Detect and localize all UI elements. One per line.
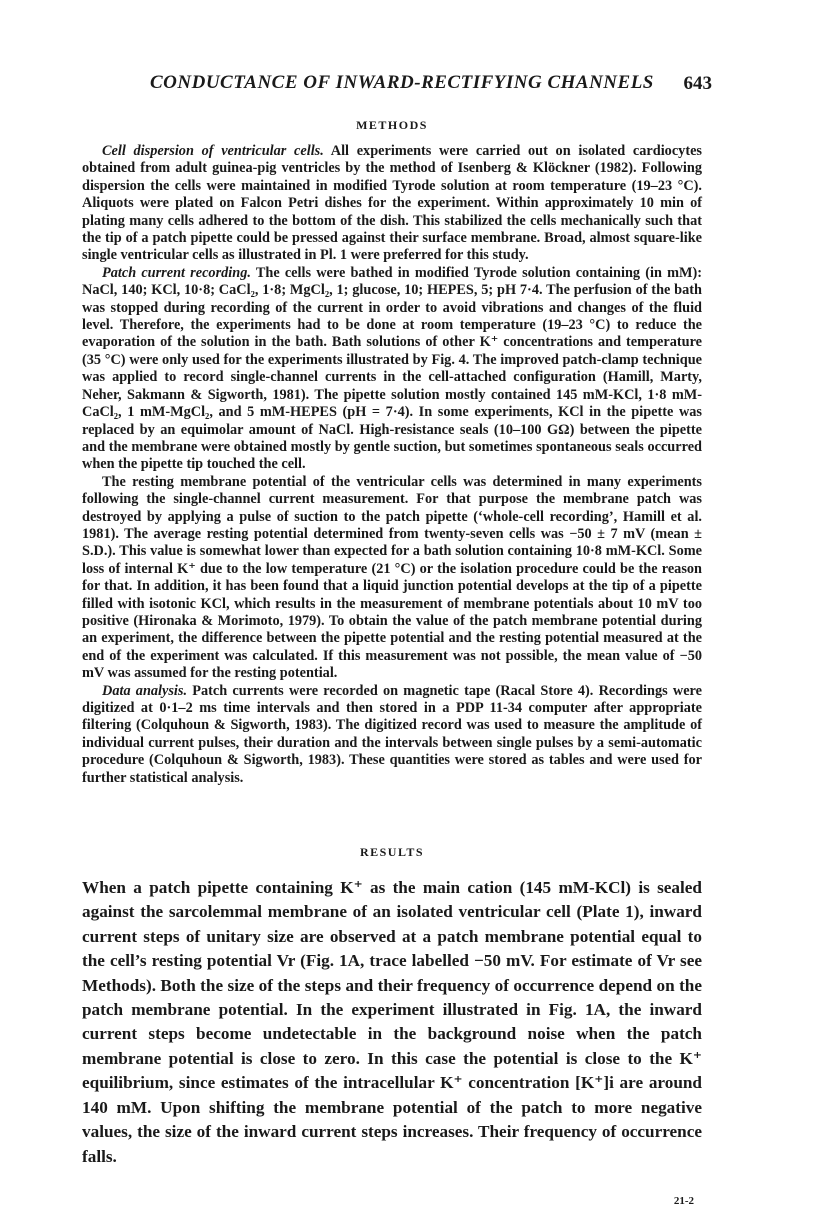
page bbox=[82, 70, 712, 1207]
paragraph-label: Patch current recording. bbox=[102, 264, 251, 281]
methods-paragraph-resting-potential bbox=[82, 474, 702, 683]
paragraph-text: Patch currents were recorded on magnetic tape (Racal Store 4). Recordings were digitized at 0·1–2 ms time intervals and then stored in a PDP 11-34 computer after appropriate filtering (Colquhoun & Sigworth, 1983). The digitized record was used to measure the amplitude of individual current pulses, their duration and the intervals between single pulses by a semi-automatic procedure (Colquhoun & Sigworth, 1983). These quantities were stored as tables and were used for further statistical analysis. bbox=[82, 682, 702, 786]
paragraph-text: The resting membrane potential of the ventricular cells was determined in many experiments following the single-channel current measurement. For that purpose the membrane patch was destroyed by applying a pulse of suction to the patch pipette (‘whole-cell recording’, Hamill et al. 1981). The average resting potential determined from twenty-seven cells was −50 ± 7 mV (mean ± S.D.). This value is somewhat lower than expected for a bath solution containing 10·8 mM-KCl. Some loss of internal K⁺ due to the low temperature (21 °C) or the isolation procedure could be the reason for that. In addition, it has been found that a liquid junction potential develops at the tip of a pipette filled with isotonic KCl, which results in the measurement of membrane potentials about 10 mV too positive (Hironaka & Morimoto, 1979). To obtain the value of the patch membrane potential during an experiment, the difference between the pipette potential and the resting potential measured at the end of the experiment was calculated. If this measurement was not possible, the mean value of −50 mV was assumed for the resting potential. bbox=[82, 473, 702, 682]
paragraph-text: All experiments were carried out on isolated cardiocytes obtained from adult guinea-pig ventricles by the method of Isenberg & Klöckner (1982). Following dispersion the cells were maintained in modified Tyrode solution at room temperature (19–23 °C). Aliquots were plated on Falcon Petri dishes for the experiment. Within approximately 10 min of plating many cells adhered to the bottom of the dish. This stabilized the cells mechanically such that the tip of a patch pipette could be pressed against their surface membrane. Broad, almost square-like single ventricular cells as illustrated in Pl. 1 were preferred for this study. bbox=[82, 143, 702, 264]
paragraph-label: Data analysis. bbox=[102, 682, 188, 699]
methods-paragraph-cell-dispersion bbox=[82, 143, 702, 265]
results-heading: RESULTS bbox=[359, 845, 425, 860]
page-number: 643 bbox=[683, 73, 712, 94]
paragraph-text: When a patch pipette containing K⁺ as the main cation (145 mM-KCl) is sealed against the sarcolemmal membrane of an isolated ventricular cell (Plate 1), inward current steps of unitary size are observed at a patch membrane potential equal to the cell’s resting potential Vr (Fig. 1A, trace labelled −50 mV. For estimate of Vr see Methods). Both the size of the steps and their frequency of occurrence depend on the patch membrane potential. In the experiment illustrated in Fig. 1A, the inward current steps become undetectable in the background noise when the patch membrane potential is close to zero. In this case the potential is close to the K⁺ equilibrium, since estimates of the intracellular K⁺ concentration [K⁺]i are around 140 mM. Upon shifting the membrane potential of the patch to more negative values, the size of the inward current steps increases. Their frequency of occurrence falls. bbox=[82, 878, 702, 1166]
methods-section bbox=[82, 143, 702, 787]
results-section bbox=[82, 876, 702, 1207]
running-title: CONDUCTANCE OF INWARD-RECTIFYING CHANNELS bbox=[150, 72, 654, 93]
paragraph-label: Cell dispersion of ventricular cells. bbox=[102, 143, 324, 159]
running-header bbox=[82, 70, 712, 100]
methods-heading: METHODS bbox=[356, 118, 428, 132]
methods-paragraph-data-analysis bbox=[82, 683, 702, 787]
paragraph-text: The cells were bathed in modified Tyrode solution containing (in mM): NaCl, 140; KCl, 10·8; CaCl₂, 1·8; MgCl₂, 1; glucose, 10; HEPES, 5; pH 7·4. The perfusion of the bath was stopped during recording of the current in order to avoid vibrations and changes of the fluid level. Therefore, the experiments had to be done at room temperature (19–23 °C) to reduce the evaporation of the solution in the bath. Bath solutions of other K⁺ concentrations and temperature (35 °C) were only used for the experiments illustrated by Fig. 4. The improved patch-clamp technique was applied to record single-channel currents in the cell-attached configuration (Hamill, Marty, Neher, Sakmann & Sigworth, 1981). The pipette solution mostly contained 145 mM-KCl, 1·8 mM-CaCl₂, 1 mM-MgCl₂, and 5 mM-HEPES (pH = 7·4). In some experiments, KCl in the pipette was replaced by an equimolar amount of NaCl. High-resistance seals (10–100 GΩ) between the pipette and the membrane were obtained mostly by gentle suction, but sometimes spontaneous seals occurred when the pipette tip touched the cell. bbox=[82, 264, 702, 473]
methods-paragraph-patch-recording bbox=[82, 265, 702, 474]
signature-mark: 21-2 bbox=[673, 1194, 694, 1207]
results-paragraph bbox=[82, 876, 702, 1169]
